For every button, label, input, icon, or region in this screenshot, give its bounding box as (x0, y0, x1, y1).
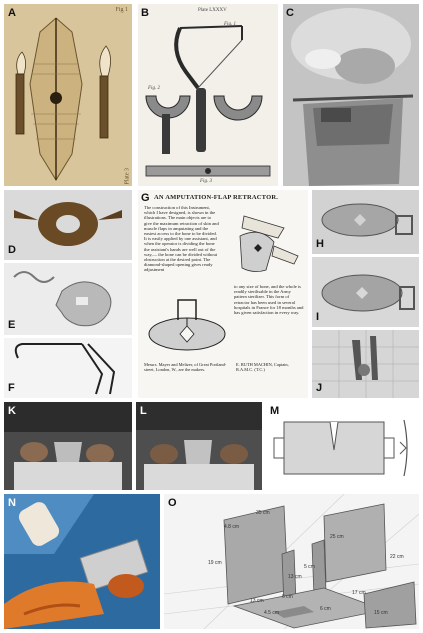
panel-b-fig1: Fig. 1 (224, 22, 236, 27)
panel-l-photo (136, 402, 262, 490)
panel-d-label: D (8, 244, 16, 256)
panel-l-label: L (140, 405, 147, 417)
panel-o-dim-10: 4.5 cm (264, 610, 280, 616)
panel-g-body-left: The construction of this Instrument, which I have designed, is shown in the illustrations. The main objects are to give the maximum retraction of skin and muscle flaps in amputating and the easiest access to the bone to be divided. It is easily applied by one assistant, and when the operator is dividing the bone the assistant's hands are well out of the way,— the bone can be divided without obstruction at the desired point. The diamond-shaped opening gives ready adjustment (144, 205, 219, 273)
panel-o-dim-12: 15 cm (374, 610, 388, 616)
panel-e (4, 263, 132, 335)
panel-k (4, 402, 132, 490)
panel-o-dim-5: 13 cm (288, 574, 302, 580)
panel-m-drawing (266, 402, 419, 494)
panel-a-corner-text: Fig 1 (115, 7, 128, 13)
panel-o-dim-9: 13 cm (250, 598, 264, 604)
panel-c-photo (283, 4, 419, 186)
panel-f (4, 338, 132, 398)
panel-i (312, 257, 419, 327)
panel-o-drawing (164, 494, 419, 629)
panel-j-photo (312, 330, 419, 398)
panel-o-dim-4: 25 cm (330, 534, 344, 540)
panel-e-label: E (8, 319, 16, 331)
panel-i-photo (312, 257, 419, 327)
panel-d (4, 190, 132, 260)
panel-e-photo (4, 263, 132, 335)
panel-o (164, 494, 419, 629)
panel-m (266, 402, 419, 494)
panel-l (136, 402, 262, 490)
panel-g (138, 190, 308, 398)
panel-j-label: J (316, 382, 323, 394)
panel-g-body-right: to any size of bone, and the whole is readily sterilisable in the Army pattern sterilizer. This form of retractor has been used in several hospitals in France for 18 months and has given satisfaction in every way. (234, 284, 304, 316)
panel-k-photo (4, 402, 132, 490)
panel-a-label: A (8, 7, 16, 19)
panel-b-label: B (141, 7, 149, 19)
panel-a-drawing (4, 4, 132, 186)
panel-g-title: AN AMPUTATION-FLAP RETRACTOR. (154, 194, 279, 201)
panel-h-label: H (316, 238, 324, 250)
panel-o-dim-1: 4.8 cm (224, 524, 240, 530)
panel-b-fig3: Fig. 3 (200, 179, 212, 184)
panel-b (138, 4, 278, 186)
panel-g-footer: Messrs. Mayer and Meltzer, of Great Portland-street, London, W., are the makers. (144, 362, 227, 372)
panel-g-illustration-top (224, 206, 304, 278)
panel-d-photo (4, 190, 132, 260)
panel-n-label: N (8, 497, 16, 509)
panel-o-dim-11: 6 cm (320, 606, 331, 612)
panel-g-signature: E. RUTH MACHIN, Captain, R.A.M.C. (T.C.) (236, 362, 289, 372)
panel-i-label: I (316, 311, 320, 323)
panel-o-dim-3: 19 cm (208, 560, 222, 566)
panel-o-dim-7: 6 cm (282, 594, 293, 600)
panel-n-photo (4, 494, 160, 629)
panel-b-drawing (138, 4, 278, 186)
panel-a-side-text: Plate 3 (124, 168, 130, 185)
panel-b-plate-title: Plate LXXXV (198, 8, 227, 13)
panel-o-dim-2: 35 cm (256, 510, 270, 516)
panel-g-illustration-bottom (144, 288, 230, 360)
panel-n (4, 494, 160, 629)
panel-c-label: C (286, 7, 294, 19)
panel-c (283, 4, 419, 186)
panel-o-dim-13: 22 cm (390, 554, 404, 560)
panel-h-photo (312, 190, 419, 254)
panel-o-dim-8: 17 cm (352, 590, 366, 596)
panel-f-label: F (8, 382, 15, 394)
panel-h (312, 190, 419, 254)
panel-j (312, 330, 419, 398)
panel-g-label: G (141, 192, 150, 204)
panel-b-fig2: Fig. 2 (148, 86, 160, 91)
panel-a (4, 4, 132, 186)
panel-o-dim-6: 5 cm (304, 564, 315, 570)
panel-m-label: M (270, 405, 280, 417)
panel-f-drawing (4, 338, 132, 398)
panel-o-label: O (168, 497, 177, 509)
panel-k-label: K (8, 405, 16, 417)
